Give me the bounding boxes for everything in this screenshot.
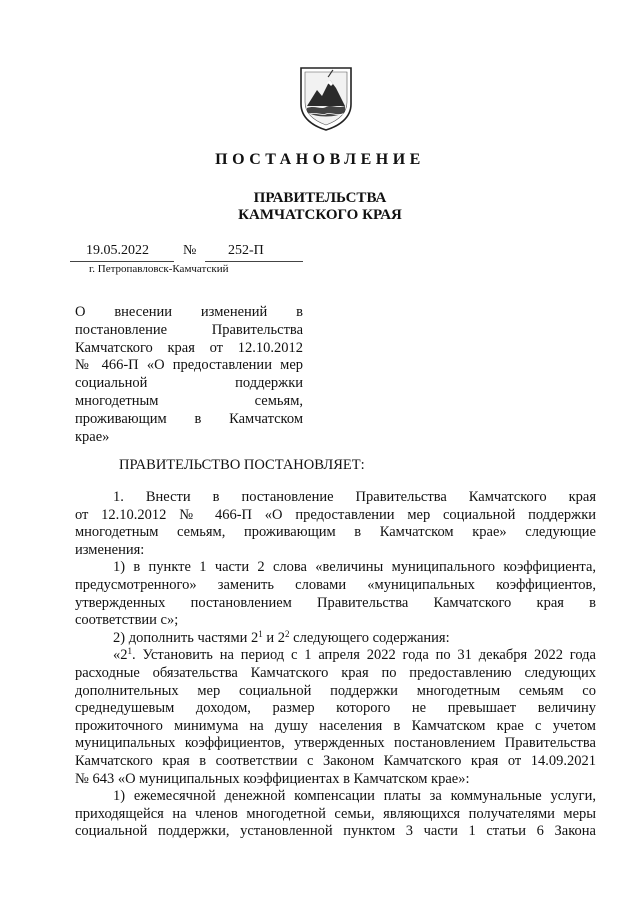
body-line: дополнительных мер социальной поддержки многодетным семьям со: [75, 682, 596, 699]
date-underline: [70, 261, 174, 262]
body-line: 2) дополнить частями $2^1$ и $2^2$ следующего содержания:: [113, 629, 450, 646]
issue-city: г. Петропавловск-Камчатский: [89, 263, 229, 275]
decree-statement: ПРАВИТЕЛЬСТВО ПОСТАНОВЛЯЕТ:: [119, 457, 365, 473]
heading-line: социальной поддержки: [75, 375, 303, 392]
body-line: утвержденных постановлением Правительства Камчатского края в: [75, 594, 596, 611]
body-line: среднедушевым доходом, размер которого не превышает величину: [75, 700, 596, 717]
body-line: приходящейся на членов многодетной семьи, являющихся получателями меры: [75, 805, 596, 822]
heading-line: проживающим в Камчатском: [75, 410, 303, 427]
issuer-line-1: ПРАВИТЕЛЬСТВА: [253, 190, 387, 206]
heading-line: постановление Правительства: [75, 321, 303, 338]
body-line: многодетным семьям, проживающим в Камчатском крае» следующие: [75, 524, 596, 541]
body-line: социальной поддержки, установленной пунктом 3 части 1 статьи 6 Закона: [75, 823, 596, 840]
body-line: № 643 «О муниципальных коэффициентах в Камчатском крае»:: [75, 770, 470, 787]
heading-line: О внесении изменений в: [75, 304, 303, 320]
body-line: Камчатского края в соответствии с Законом Камчатского края от 14.09.2021: [75, 752, 596, 769]
document-number: 252-П: [228, 243, 264, 258]
body-line: расходные обязательства Камчатского края по предоставлению следующих: [75, 664, 596, 681]
document-heading: [75, 304, 303, 446]
body-line: изменения:: [75, 541, 145, 558]
body-line: «$2^1$. Установить на период с 1 апреля 2022 года по 31 декабря 2022 года: [113, 647, 596, 664]
body-line: предусмотренного» заменить словами «муниципальных коэффициентов,: [75, 576, 596, 593]
body-line: 1. Внести в постановление Правительства Камчатского края: [113, 489, 596, 505]
body-line: от 12.10.2012 № 466-П «О предоставлении мер социальной поддержки: [75, 506, 596, 523]
number-sign: №: [183, 243, 197, 258]
body-line: 1) ежемесячной денежной компенсации платы за коммунальные услуги,: [113, 788, 596, 805]
kamchatka-coat-of-arms-icon: [297, 66, 355, 132]
number-underline: [205, 261, 303, 262]
heading-line: Камчатского края от 12.10.2012: [75, 339, 303, 356]
document-date: 19.05.2022: [86, 243, 149, 258]
issuer-line-2: КАМЧАТСКОГО КРАЯ: [238, 207, 402, 223]
document-body: [75, 489, 596, 841]
heading-line: многодетным семьям,: [75, 392, 303, 409]
body-line: соответствии с»;: [75, 612, 179, 629]
heading-line: № 466-П «О предоставлении мер: [75, 357, 303, 374]
body-line: прожиточного минимума на душу населения в Камчатском крае с учетом: [75, 717, 596, 734]
document-type-title: ПОСТАНОВЛЕНИЕ: [215, 151, 425, 168]
body-line: муниципальных коэффициентов, утвержденных постановлением Правительства: [75, 735, 596, 752]
body-line: 1) в пункте 1 части 2 слова «величины муниципального коэффициента,: [113, 559, 596, 576]
heading-line: крае»: [75, 428, 110, 445]
